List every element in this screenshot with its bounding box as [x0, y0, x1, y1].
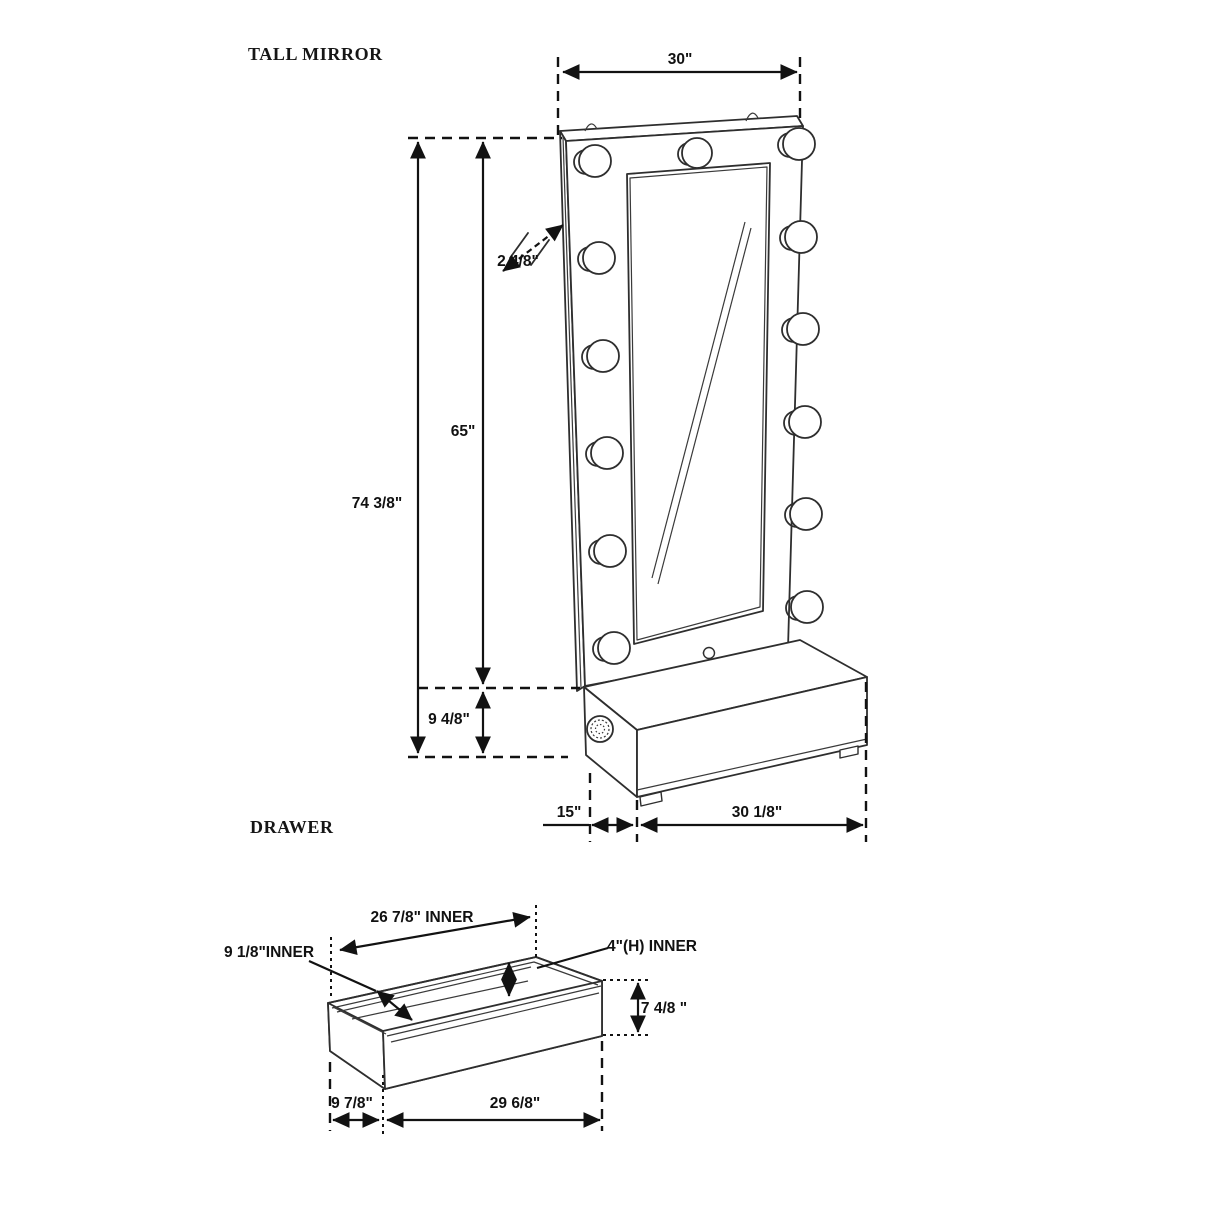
dim-base-width: 30 1/8" [731, 804, 783, 821]
dim-base-depth: 15" [556, 804, 582, 821]
dim-mirror-height: 65" [450, 423, 476, 440]
leader-line [309, 961, 376, 991]
dim-overall-height: 74 3/8" [351, 495, 403, 512]
drawer-title: DRAWER [250, 817, 334, 837]
dim-base-height: 9 4/8" [428, 711, 470, 728]
leader-line [537, 948, 608, 968]
mirror-frame [566, 126, 803, 686]
mirror-title: TALL MIRROR [248, 44, 383, 64]
rail-button [704, 648, 715, 659]
drawer-figure [328, 957, 602, 1089]
dim-front-depth: 9 7/8" [331, 1095, 373, 1112]
dim-frame-thickness: 2 4/8" [497, 253, 539, 270]
dim-inner-depth: 9 1/8"INNER [223, 944, 315, 961]
dim-inner-height: 4"(H) INNER [606, 938, 698, 955]
dim-outer-height: 7 4/8 " [640, 1000, 688, 1017]
bulb [786, 591, 823, 623]
dim-top-width: 30" [667, 51, 693, 68]
dim-outer-width: 29 6/8" [489, 1095, 541, 1112]
mirror-figure [560, 113, 803, 691]
dim-inner-width: 26 7/8" INNER [370, 909, 474, 926]
